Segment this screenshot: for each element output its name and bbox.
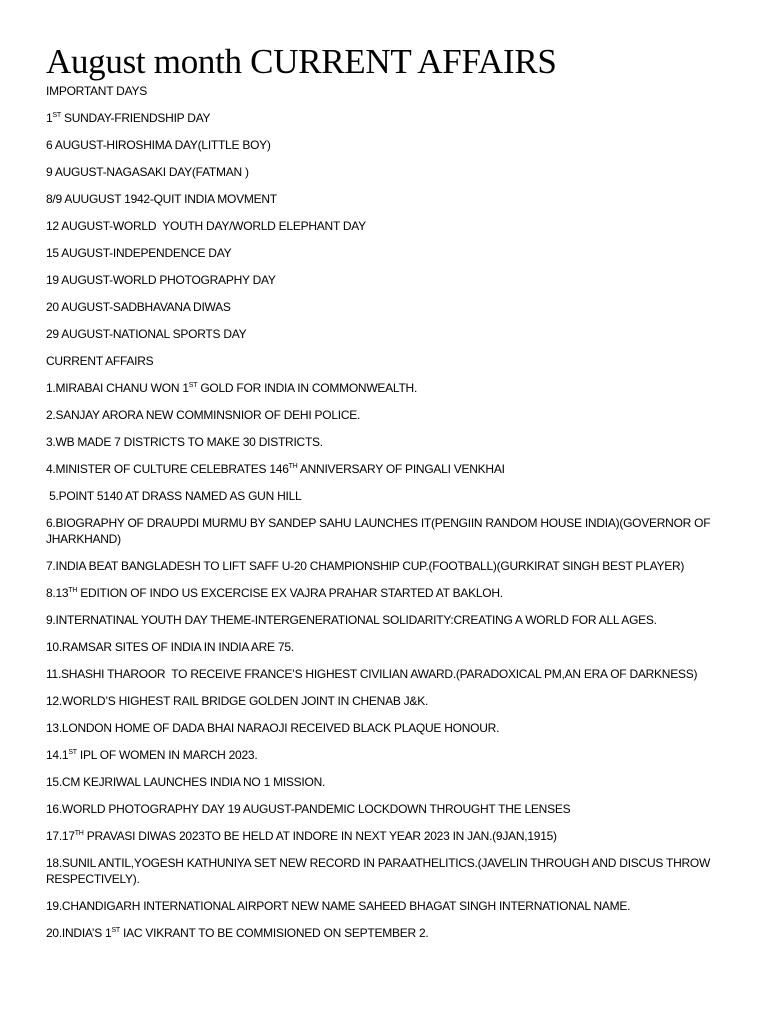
ordinal-superscript: ST (188, 382, 198, 389)
spacer (46, 342, 736, 353)
ordinal-superscript: ST (111, 927, 120, 934)
spacer (46, 628, 736, 639)
spacer (46, 261, 736, 272)
spacer (46, 180, 736, 191)
important-days-heading: IMPORTANT DAYS (46, 84, 147, 98)
spacer (46, 288, 736, 299)
current-affair-item: 15.CM KEJRIWAL LAUNCHES INDIA NO 1 MISSION. (46, 775, 326, 789)
current-affair-item (46, 925, 736, 941)
spacer (46, 315, 736, 326)
current-affair-item: 10.RAMSAR SITES OF INDIA IN INDIA ARE 75. (46, 640, 294, 654)
current-affair-item (46, 461, 736, 477)
current-affair-item: 5.POINT 5140 AT DRASS NAMED AS GUN HILL (46, 489, 302, 503)
item-text: 14.1 (46, 748, 69, 762)
spacer (46, 153, 736, 164)
current-affair-item: 19.CHANDIGARH INTERNATIONAL AIRPORT NEW NAME SAHEED BHAGAT SINGH INTERNATIONAL NAME. (46, 899, 631, 913)
spacer (46, 790, 736, 801)
current-affairs-list (46, 380, 736, 952)
spacer (46, 477, 736, 488)
item-text: 4.MINISTER OF CULTURE CELEBRATES 146 (46, 462, 289, 476)
current-affair-item (46, 585, 736, 601)
ordinal-superscript: ST (52, 112, 61, 119)
spacer (46, 207, 736, 218)
important-day-item (46, 110, 736, 126)
spacer (46, 736, 736, 747)
item-text: SUNDAY-FRIENDSHIP DAY (60, 111, 211, 125)
important-day-item: 6 AUGUST-HIROSHIMA DAY(LITTLE BOY) (46, 138, 271, 152)
important-day-item: 15 AUGUST-INDEPENDENCE DAY (46, 246, 232, 260)
item-text: PRAVASI DIWAS 2023TO BE HELD AT INDORE IN NEXT YEAR 2023 IN JAN.(9JAN,1915) (83, 829, 557, 843)
item-text: 1.MIRABAI CHANU WON 1 (46, 381, 189, 395)
current-affairs-heading: CURRENT AFFAIRS (46, 354, 154, 368)
item-text: 17.17 (46, 829, 75, 843)
current-affair-item: 6.BIOGRAPHY OF DRAUPDI MURMU BY SANDEP SAHU LAUNCHES IT(PENGIIN RANDOM HOUSE INDIA)(GOVERNOR OF JHARKHAND) (46, 516, 711, 546)
important-day-item: 9 AUGUST-NAGASAKI DAY(FATMAN ) (46, 165, 249, 179)
current-affair-item: 18.SUNIL ANTIL,YOGESH KATHUNIYA SET NEW RECORD IN PARAATHELITICS.(JAVELIN THROUGH AND DISCUS THROW RESPECTIVELY). (46, 856, 711, 886)
spacer (46, 99, 736, 110)
ordinal-superscript: TH (288, 463, 298, 470)
important-day-item: 20 AUGUST-SADBHAVANA DIWAS (46, 300, 231, 314)
current-affair-item (46, 747, 736, 763)
spacer (46, 844, 736, 855)
spacer (46, 504, 736, 515)
spacer (46, 369, 736, 380)
item-text: 1 (46, 111, 53, 125)
spacer (46, 574, 736, 585)
item-text: 20.INDIA’S 1 (46, 926, 112, 940)
item-text: IPL OF WOMEN IN MARCH 2023. (76, 748, 258, 762)
current-affair-item (46, 828, 736, 844)
spacer (46, 234, 736, 245)
spacer (46, 423, 736, 434)
current-affair-item: 7.INDIA BEAT BANGLADESH TO LIFT SAFF U-20 CHAMPIONSHIP CUP.(FOOTBALL)(GURKIRAT SINGH BEST PLAYER) (46, 559, 685, 573)
current-affair-item: 9.INTERNATINAL YOUTH DAY THEME-INTERGENERATIONAL SOLIDARITY:CREATING A WORLD FOR ALL AGES. (46, 613, 657, 627)
item-text: 8.13 (46, 586, 69, 600)
current-affair-item: 11.SHASHI THAROOR TO RECEIVE FRANCE’S HIGHEST CIVILIAN AWARD.(PARADOXICAL PM,AN ERA OF DARKNESS) (46, 667, 698, 681)
important-day-item: 19 AUGUST-WORLD PHOTOGRAPHY DAY (46, 273, 276, 287)
spacer (46, 682, 736, 693)
ordinal-superscript: TH (68, 587, 78, 594)
spacer (46, 396, 736, 407)
spacer (46, 914, 736, 925)
important-day-item: 29 AUGUST-NATIONAL SPORTS DAY (46, 327, 247, 341)
spacer (46, 709, 736, 720)
spacer (46, 601, 736, 612)
spacer (46, 547, 736, 558)
ordinal-superscript: ST (68, 749, 77, 756)
item-text: GOLD FOR INDIA IN COMMONWEALTH. (197, 381, 418, 395)
current-affair-item: 16.WORLD PHOTOGRAPHY DAY 19 AUGUST-PANDEMIC LOCKDOWN THROUGHT THE LENSES (46, 802, 571, 816)
important-days-list (46, 110, 736, 353)
current-affair-item: 13.LONDON HOME OF DADA BHAI NARAOJI RECEIVED BLACK PLAQUE HONOUR. (46, 721, 500, 735)
spacer (46, 887, 736, 898)
document-title: August month CURRENT AFFAIRS (46, 42, 557, 81)
current-affair-item (46, 380, 736, 396)
important-day-item: 8/9 AUUGUST 1942-QUIT INDIA MOVMENT (46, 192, 277, 206)
ordinal-superscript: TH (74, 830, 84, 837)
item-text: IAC VIKRANT TO BE COMMISIONED ON SEPTEMBER 2. (119, 926, 429, 940)
current-affair-item: 12.WORLD’S HIGHEST RAIL BRIDGE GOLDEN JOINT IN CHENAB J&K. (46, 694, 429, 708)
item-text: ANNIVERSARY OF PINGALI VENKHAI (297, 462, 505, 476)
important-day-item: 12 AUGUST-WORLD YOUTH DAY/WORLD ELEPHANT DAY (46, 219, 366, 233)
current-affair-item: 2.SANJAY ARORA NEW COMMINSNIOR OF DEHI POLICE. (46, 408, 361, 422)
spacer (46, 126, 736, 137)
spacer (46, 763, 736, 774)
spacer (46, 941, 736, 952)
item-text: EDITION OF INDO US EXCERCISE EX VAJRA PRAHAR STARTED AT BAKLOH. (77, 586, 503, 600)
current-affair-item: 3.WB MADE 7 DISTRICTS TO MAKE 30 DISTRICTS. (46, 435, 323, 449)
document-page (46, 42, 736, 952)
spacer (46, 817, 736, 828)
spacer (46, 450, 736, 461)
spacer (46, 655, 736, 666)
